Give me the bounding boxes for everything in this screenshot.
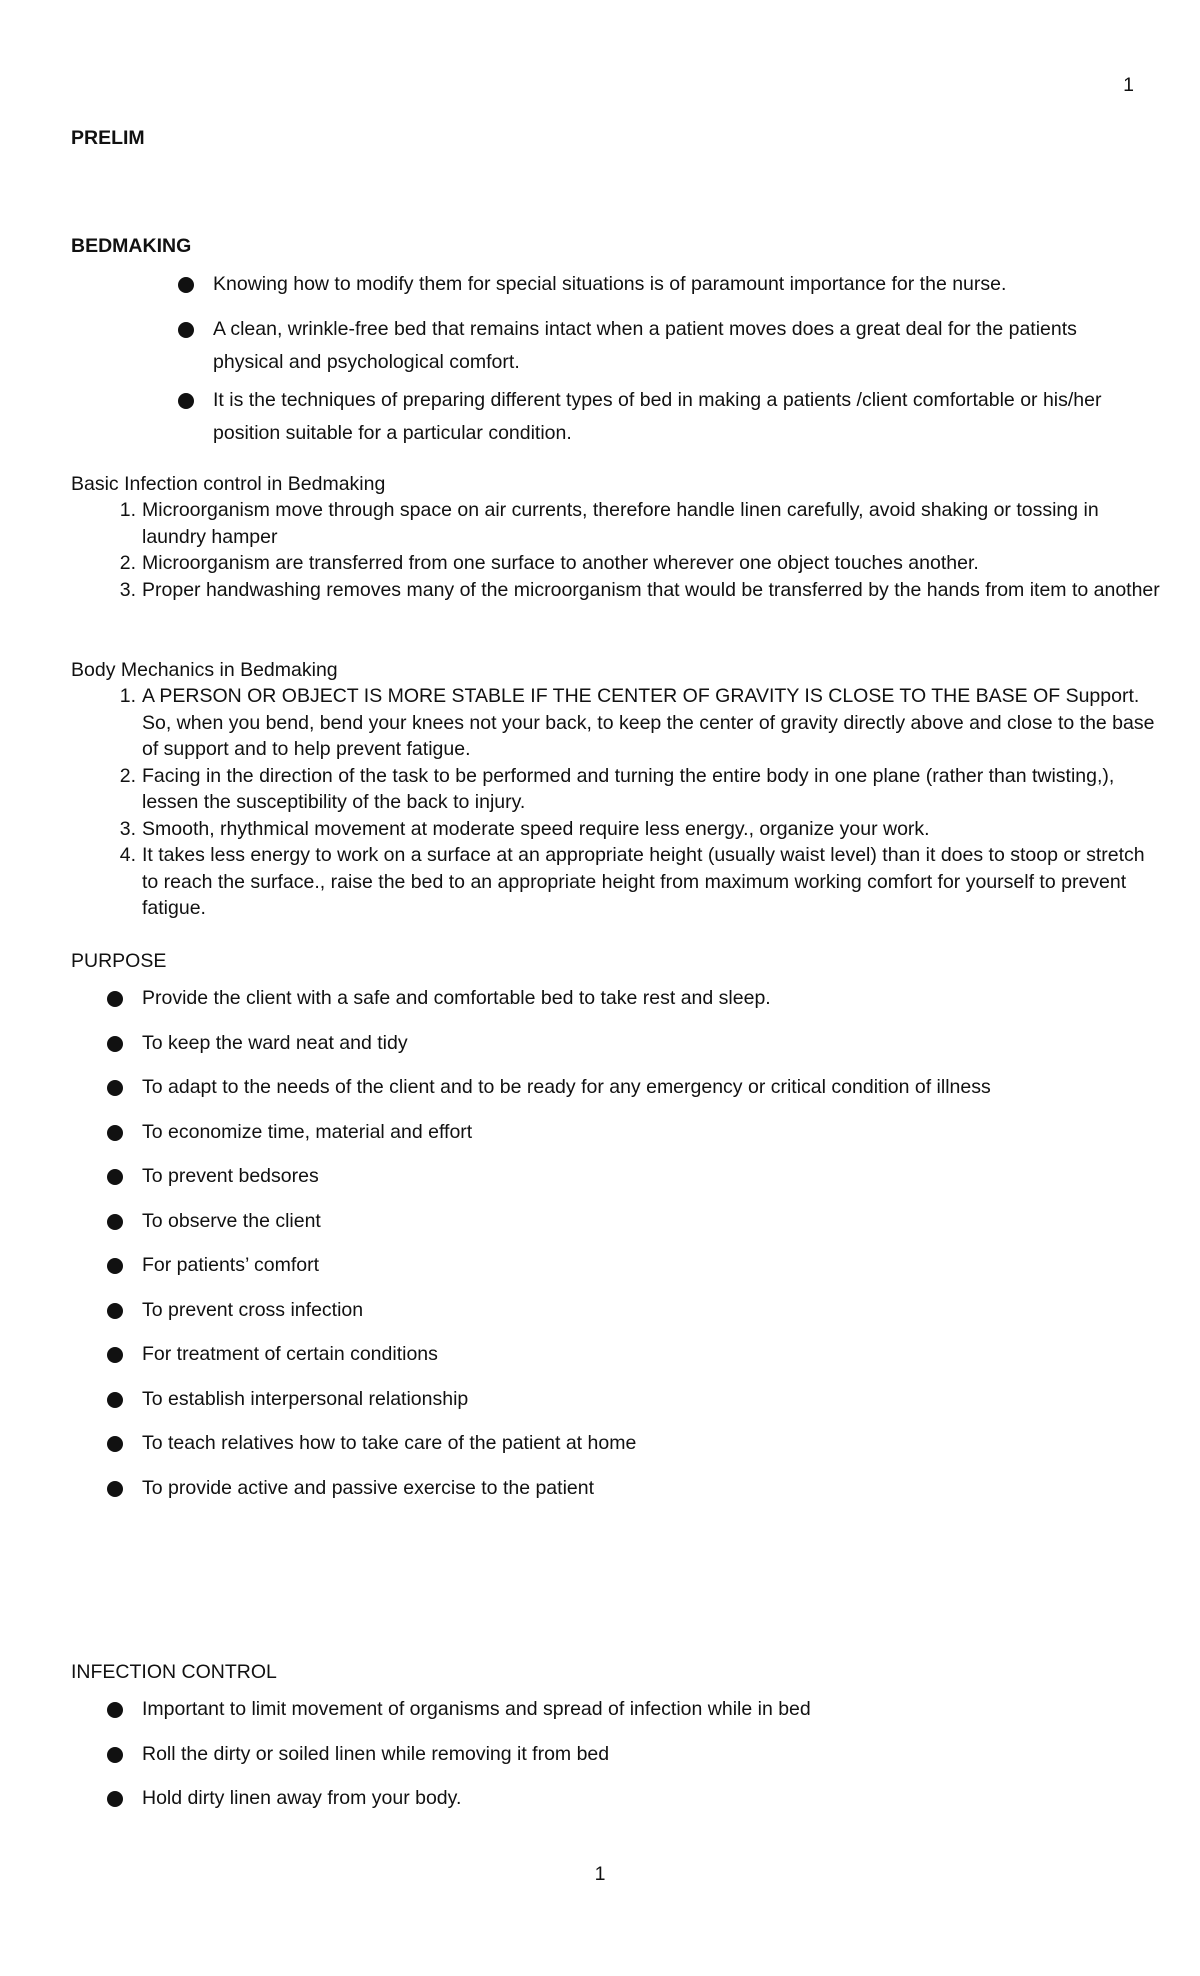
list-item-text: Hold dirty linen away from your body. [142,1787,462,1809]
bullet-icon [107,1702,123,1718]
list-item-text: A PERSON OR OBJECT IS MORE STABLE IF THE CENTER OF GRAVITY IS CLOSE TO THE BASE OF Support. So, when you bend, bend your knees not your back, to keep the center of gravity directly above and close to the base of support and to help prevent fatigue. [142,685,1155,760]
bullet-icon [107,1036,123,1052]
list-item-number: 4. [119,844,136,866]
list-item-number: 3. [119,817,136,840]
bullet-icon [107,991,123,1007]
list-item-text: Smooth, rhythmical movement at moderate speed require less energy., organize your work. [142,817,930,840]
list-item [106,816,1166,843]
header-page-number: 1 [1123,74,1134,96]
list-item-text: Microorganism move through space on air currents, therefore handle linen carefully, avoid shaking or tossing in laundry hamper [142,499,1099,548]
list-item-text: To economize time, material and effort [142,1120,473,1143]
list-item-text: Provide the client with a safe and comfortable bed to take rest and sleep. [142,987,771,1009]
list-item [178,313,1138,385]
list-item-number: 2. [119,552,136,574]
list-item-text: To establish interpersonal relationship [142,1387,469,1410]
list-item [107,1249,1107,1294]
document-title: PRELIM [71,127,145,149]
bullet-icon [107,1125,123,1141]
bullet-icon [107,1481,123,1497]
bullet-icon [107,1214,123,1230]
list-item [178,268,1138,313]
bullet-icon [178,322,194,338]
list-item-text: To prevent bedsores [142,1165,319,1187]
list-item [107,1693,1107,1738]
list-item [106,497,1166,550]
list-item-text: To adapt to the needs of the client and to be ready for any emergency or critical condition of illness [142,1076,991,1098]
list-item [107,1294,1107,1339]
list-item [106,842,1166,922]
list-item [107,1160,1107,1205]
infection-basic-heading: Basic Infection control in Bedmaking [71,473,386,495]
list-item-number: 1. [119,685,136,707]
purpose-heading: PURPOSE [71,950,167,972]
list-item [107,1782,1107,1827]
infection-basic-list [106,497,1166,603]
list-item-number: 1. [119,499,136,521]
list-item-text: To provide active and passive exercise to the patient [142,1476,595,1499]
list-item-text: For patients’ comfort [142,1254,320,1276]
list-item [106,683,1166,763]
bullet-icon [178,277,194,293]
bullet-icon [107,1258,123,1274]
bullet-icon [107,1080,123,1096]
list-item-text: To observe the client [142,1209,321,1232]
list-item-text: Microorganism are transferred from one surface to another wherever one object touches another. [142,552,979,574]
list-item-text: Facing in the direction of the task to be performed and turning the entire body in one plane (rather than twisting,), lessen the susceptibility of the back to injury. [142,764,1115,813]
purpose-list [107,982,1107,1516]
list-item-text: It takes less energy to work on a surface at an appropriate height (usually waist level) than it does to stoop or stretch to reach the surface., raise the bed to an appropriate height from maximum working comfort for yourself to prevent fatigue. [142,844,1145,919]
list-item [107,1338,1107,1383]
list-item [106,550,1166,577]
bullet-icon [107,1436,123,1452]
bullet-icon [107,1169,123,1185]
list-item [107,982,1107,1027]
list-item [107,1027,1107,1072]
list-item [106,577,1166,604]
list-item [107,1116,1107,1161]
list-item [107,1383,1107,1428]
infection-control-heading: INFECTION CONTROL [71,1661,277,1683]
bullet-icon [107,1791,123,1807]
bullet-icon [107,1747,123,1763]
list-item-text: Important to limit movement of organisms and spread of infection while in bed [142,1698,811,1720]
list-item-number: 2. [119,764,136,787]
list-item-text: For treatment of certain conditions [142,1343,438,1365]
list-item-text: Knowing how to modify them for special situations is of paramount importance for the nurse. [213,273,1007,295]
list-item-number: 3. [119,578,136,601]
list-item [178,384,1138,456]
bullet-icon [107,1303,123,1319]
list-item [107,1472,1107,1517]
footer-page-number: 1 [594,1863,606,1885]
list-item-text: To teach relatives how to take care of the patient at home [142,1432,637,1454]
list-item-text: To keep the ward neat and tidy [142,1031,408,1054]
list-item [107,1205,1107,1250]
body-mechanics-list [106,683,1166,922]
bullet-icon [107,1392,123,1408]
list-item [107,1071,1107,1116]
list-item-text: Proper handwashing removes many of the microorganism that would be transferred by the hands from item to another [142,578,1160,601]
list-item [107,1738,1107,1783]
body-mechanics-heading: Body Mechanics in Bedmaking [71,659,338,681]
bedmaking-heading: BEDMAKING [71,235,192,257]
list-item-text: It is the techniques of preparing different types of bed in making a patients /client comfortable or his/her position suitable for a particular condition. [213,389,1102,444]
bullet-icon [178,393,194,409]
list-item-text: Roll the dirty or soiled linen while removing it from bed [142,1742,610,1765]
infection-control-list [107,1693,1107,1827]
bullet-icon [107,1347,123,1363]
list-item-text: A clean, wrinkle-free bed that remains intact when a patient moves does a great deal for the patients physical and psychological comfort. [213,317,1077,373]
list-item [106,763,1166,816]
list-item [107,1427,1107,1472]
list-item-text: To prevent cross infection [142,1298,364,1321]
bedmaking-list [178,268,1138,456]
